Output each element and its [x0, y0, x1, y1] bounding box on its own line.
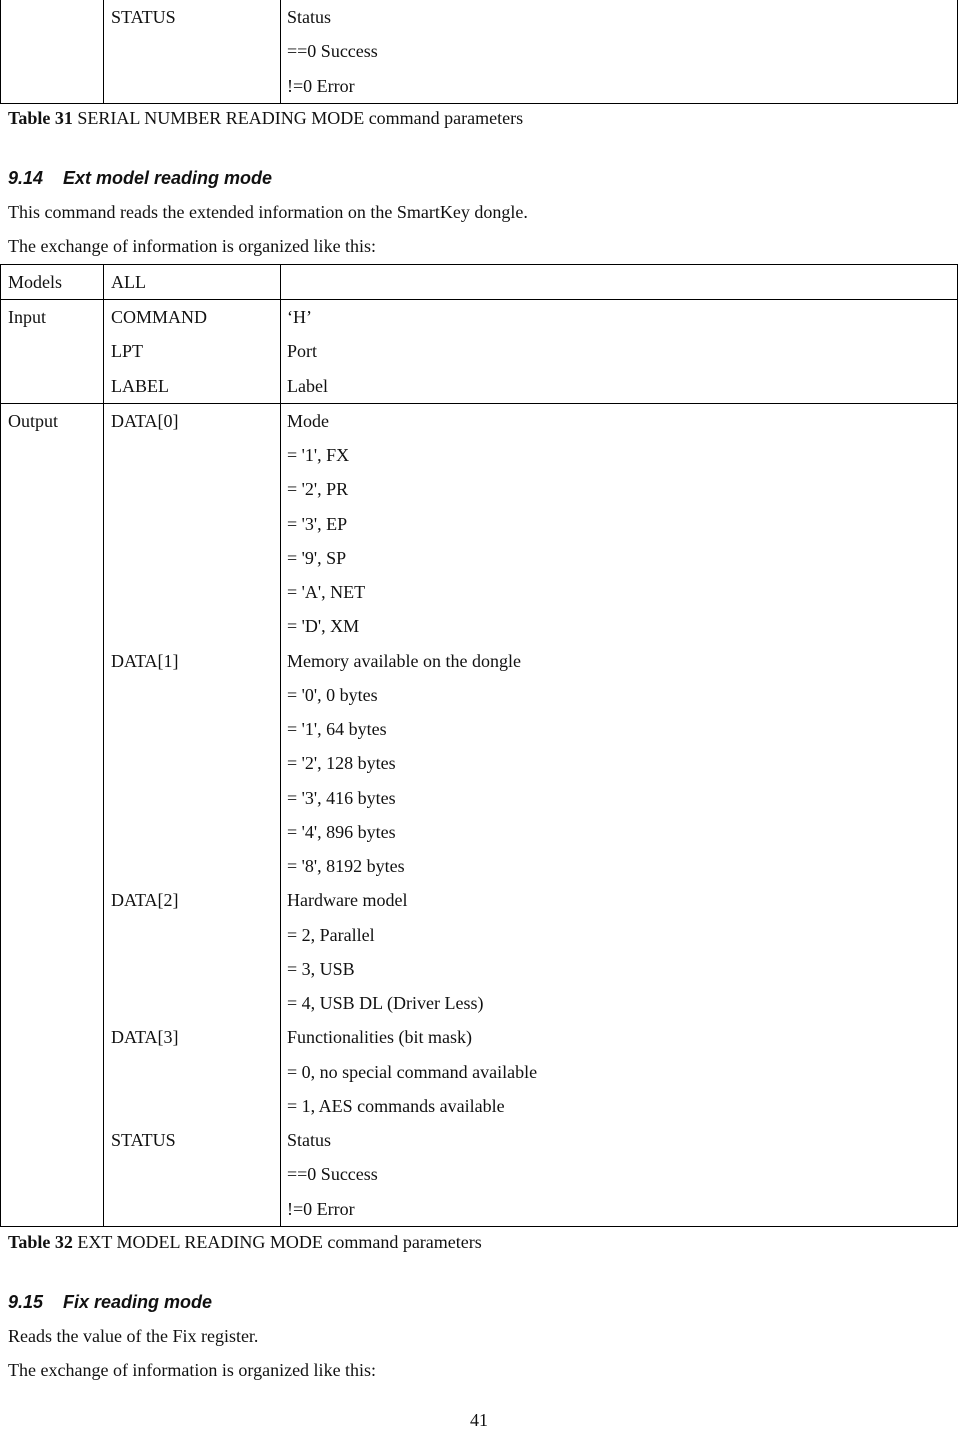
field-name — [111, 918, 280, 952]
value-line: Status — [287, 1130, 332, 1150]
field-name — [111, 952, 280, 986]
value-line: = '8', 8192 bytes — [287, 856, 405, 876]
caption-number: Table 31 — [8, 108, 73, 128]
table-row — [1, 300, 958, 404]
caption-number: Table 32 — [8, 1232, 73, 1252]
value-line: = '9', SP — [287, 547, 347, 568]
paragraph: This command reads the extended information on the SmartKey dongle. — [8, 202, 528, 222]
field-name — [111, 781, 280, 815]
field-name — [111, 438, 280, 472]
field-name — [111, 1089, 280, 1123]
table-cell-empty — [1, 0, 104, 103]
value-line: Functionalities (bit mask) — [287, 1027, 472, 1048]
value-line: = 'A', NET — [287, 582, 366, 602]
table-cell-empty — [281, 265, 958, 300]
paragraph: Reads the value of the Fix register. — [8, 1326, 259, 1346]
table-31-caption — [8, 108, 523, 129]
output-fields — [104, 403, 281, 1226]
value-line: = '3', 416 bytes — [287, 787, 396, 808]
value-line: = '3', EP — [287, 513, 348, 534]
value-line: !=0 Error — [287, 75, 355, 96]
caption-text: EXT MODEL READING MODE command parameters — [72, 1232, 482, 1252]
field-name — [111, 575, 280, 609]
field-name — [111, 849, 280, 883]
field-name — [111, 678, 280, 712]
value-line: Mode — [287, 410, 329, 431]
field-name: DATA[2] — [111, 890, 179, 911]
field-name — [111, 815, 280, 849]
paragraph: The exchange of information is organized like this: — [8, 236, 377, 256]
row-label-models: Models — [1, 265, 104, 300]
output-values — [281, 403, 958, 1226]
row-label-input: Input — [1, 300, 104, 404]
value-line: ==0 Success — [287, 41, 378, 62]
value-line: Hardware model — [287, 890, 408, 911]
value-line: Port — [287, 341, 318, 362]
field-name: STATUS — [111, 1130, 176, 1150]
value-line: = 2, Parallel — [287, 924, 375, 945]
field-name: COMMAND — [111, 307, 208, 327]
field-name — [111, 609, 280, 643]
table-31-continued — [0, 0, 958, 104]
field-name — [111, 507, 280, 541]
value-line: = 3, USB — [287, 958, 355, 979]
section-number: 9.15 — [8, 1292, 44, 1312]
value-line: = '1', 64 bytes — [287, 719, 387, 739]
input-values — [281, 300, 958, 404]
field-name: LPT — [111, 341, 144, 362]
section-heading-9-15 — [8, 1292, 212, 1313]
value-line: = '4', 896 bytes — [287, 821, 396, 842]
value-line: = 'D', XM — [287, 616, 360, 637]
table-32-caption — [8, 1232, 482, 1253]
value-line: Status — [287, 7, 332, 27]
table-cell-field — [104, 0, 281, 103]
section-title: Ext model reading mode — [63, 168, 273, 188]
field-status: STATUS — [111, 7, 176, 27]
value-line: = 0, no special command available — [287, 1061, 538, 1082]
caption-text: SERIAL NUMBER READING MODE command parameters — [72, 108, 524, 128]
value-line: ==0 Success — [287, 1164, 378, 1185]
section-heading-9-14 — [8, 168, 272, 189]
value-line: Memory available on the dongle — [287, 650, 521, 671]
field-name — [111, 1192, 280, 1226]
page-number: 41 — [470, 1410, 488, 1430]
value-line: !=0 Error — [287, 1198, 355, 1219]
value-line: = '0', 0 bytes — [287, 684, 378, 705]
value-line: Label — [287, 375, 328, 396]
value-line: = '1', FX — [287, 445, 350, 465]
input-fields — [104, 300, 281, 404]
field-name: DATA[0] — [111, 410, 179, 431]
field-name — [111, 541, 280, 575]
value-line: = 1, AES commands available — [287, 1095, 505, 1116]
field-name — [111, 712, 280, 746]
paragraph: The exchange of information is organized like this: — [8, 1360, 377, 1380]
field-name — [111, 746, 280, 780]
models-value: ALL — [104, 265, 281, 300]
field-name — [111, 472, 280, 506]
table-row — [1, 403, 958, 1226]
field-name: DATA[1] — [111, 650, 179, 671]
value-line: = '2', 128 bytes — [287, 753, 396, 774]
value-line: ‘H’ — [287, 307, 312, 327]
field-name: LABEL — [111, 375, 169, 396]
field-name — [111, 1055, 280, 1089]
field-name: DATA[3] — [111, 1027, 179, 1048]
field-name — [111, 986, 280, 1020]
row-label-output: Output — [1, 403, 104, 1226]
section-number: 9.14 — [8, 168, 44, 188]
field-name — [111, 1157, 280, 1191]
value-line: = 4, USB DL (Driver Less) — [287, 993, 484, 1013]
table-cell-value — [281, 0, 958, 103]
table-row — [1, 265, 958, 300]
value-line: = '2', PR — [287, 479, 349, 500]
table-32 — [0, 264, 958, 1227]
section-title: Fix reading mode — [63, 1292, 213, 1312]
